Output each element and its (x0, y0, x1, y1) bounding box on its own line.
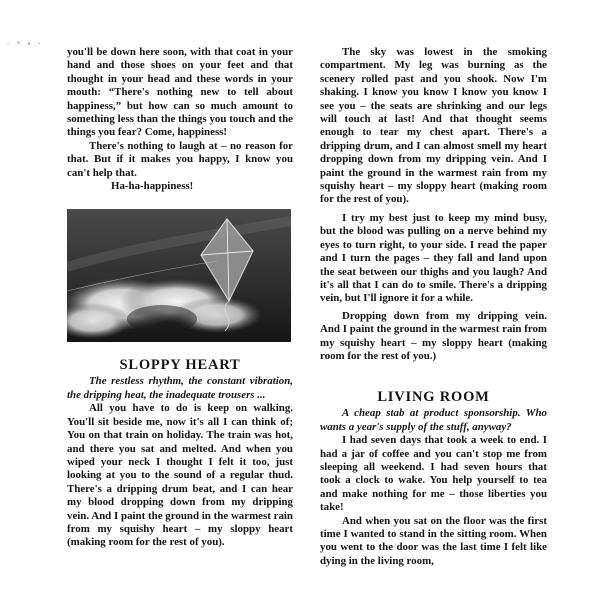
living-room-subtitle: A cheap stab at product sponsorship. Who wants a year's supply of the stuff, anyway? (320, 407, 547, 433)
living-room-verse-2: And when you sat on the floor was the first time I wanted to stand in the sitting room. When you went to the door was the last time I felt like dying in the living room, (320, 514, 547, 567)
scan-artifact-mark: · * • · (6, 40, 43, 48)
living-room-title: LIVING ROOM (377, 389, 490, 406)
sloppy-heart-title: SLOPPY HEART (119, 357, 241, 374)
left-paragraph-3: Ha-ha-happiness! (111, 180, 194, 193)
left-column (67, 46, 293, 550)
sloppy-heart-verse: All you have to do is keep on walking. You'll sit beside me, now it's all I can think of; You on that train on holiday. The train was hot, and there you sat and melted. And when you wiped your neck I thought I felt it too, just looking at you to the sound of a regular thud. There's a dripping drum beat, and I can hear my blood dropping down from my dripping vein. And I paint the ground in the warmest rain from my squishy heart – my sloppy heart (making room for the rest of you). (67, 402, 293, 549)
right-paragraph-1: The sky was lowest in the smoking compartment. My leg was burning as the scenery rolled past and you shook. Now I'm shaking. I know you know I know you know I see you – the seats are shrinking and our legs will touch at last! And that thought seems enough to tear my chest apart. There's a dripping drum, and I can almost smell my heart dropping down from my dripping vein. And I paint the ground in the warmest rain from my squishy heart – my sloppy heart (making room for the rest of you). (320, 46, 547, 206)
left-paragraph-1: you'll be down here soon, with that coat in your hand and those shoes on your feet and that thought in your head and these words in your mouth: “There's nothing new to tell about happiness,” but how can so much amount to something less than the things you touch and the things you fear? Come, happiness! (67, 46, 293, 139)
sloppy-heart-subtitle: The restless rhythm, the constant vibration, the dripping heat, the inadequate trousers ... (67, 375, 293, 401)
right-paragraph-2: I try my best just to keep my mind busy, but the blood was pulling on a nerve behind my eyes to turn right, to your side. I read the paper and I turn the pages – they fall and land upon the seat between our thighs and you laugh? And it's all that I can do to smile. There's a dripping vein, but I'll ignore it for a while. (320, 211, 547, 305)
right-column (320, 46, 547, 568)
kite-photo (67, 209, 291, 342)
living-room-verse-1: I had seven days that took a week to end. I had a jar of coffee and you can't stop me from sleeping all weekend. I had seven hours that took a clock to wake. You help yourself to tea and make nothing for me – those liberties you take! (320, 434, 547, 514)
right-paragraph-3: Dropping down from my dripping vein. And I paint the ground in the warmest rain from my squishy heart – my sloppy heart (making room for the rest of you.) (320, 309, 547, 362)
left-paragraph-2: There's nothing to laugh at – no reason for that. But if it makes you happy, I know you can't help that. (67, 139, 293, 179)
section-spacer (320, 363, 547, 389)
